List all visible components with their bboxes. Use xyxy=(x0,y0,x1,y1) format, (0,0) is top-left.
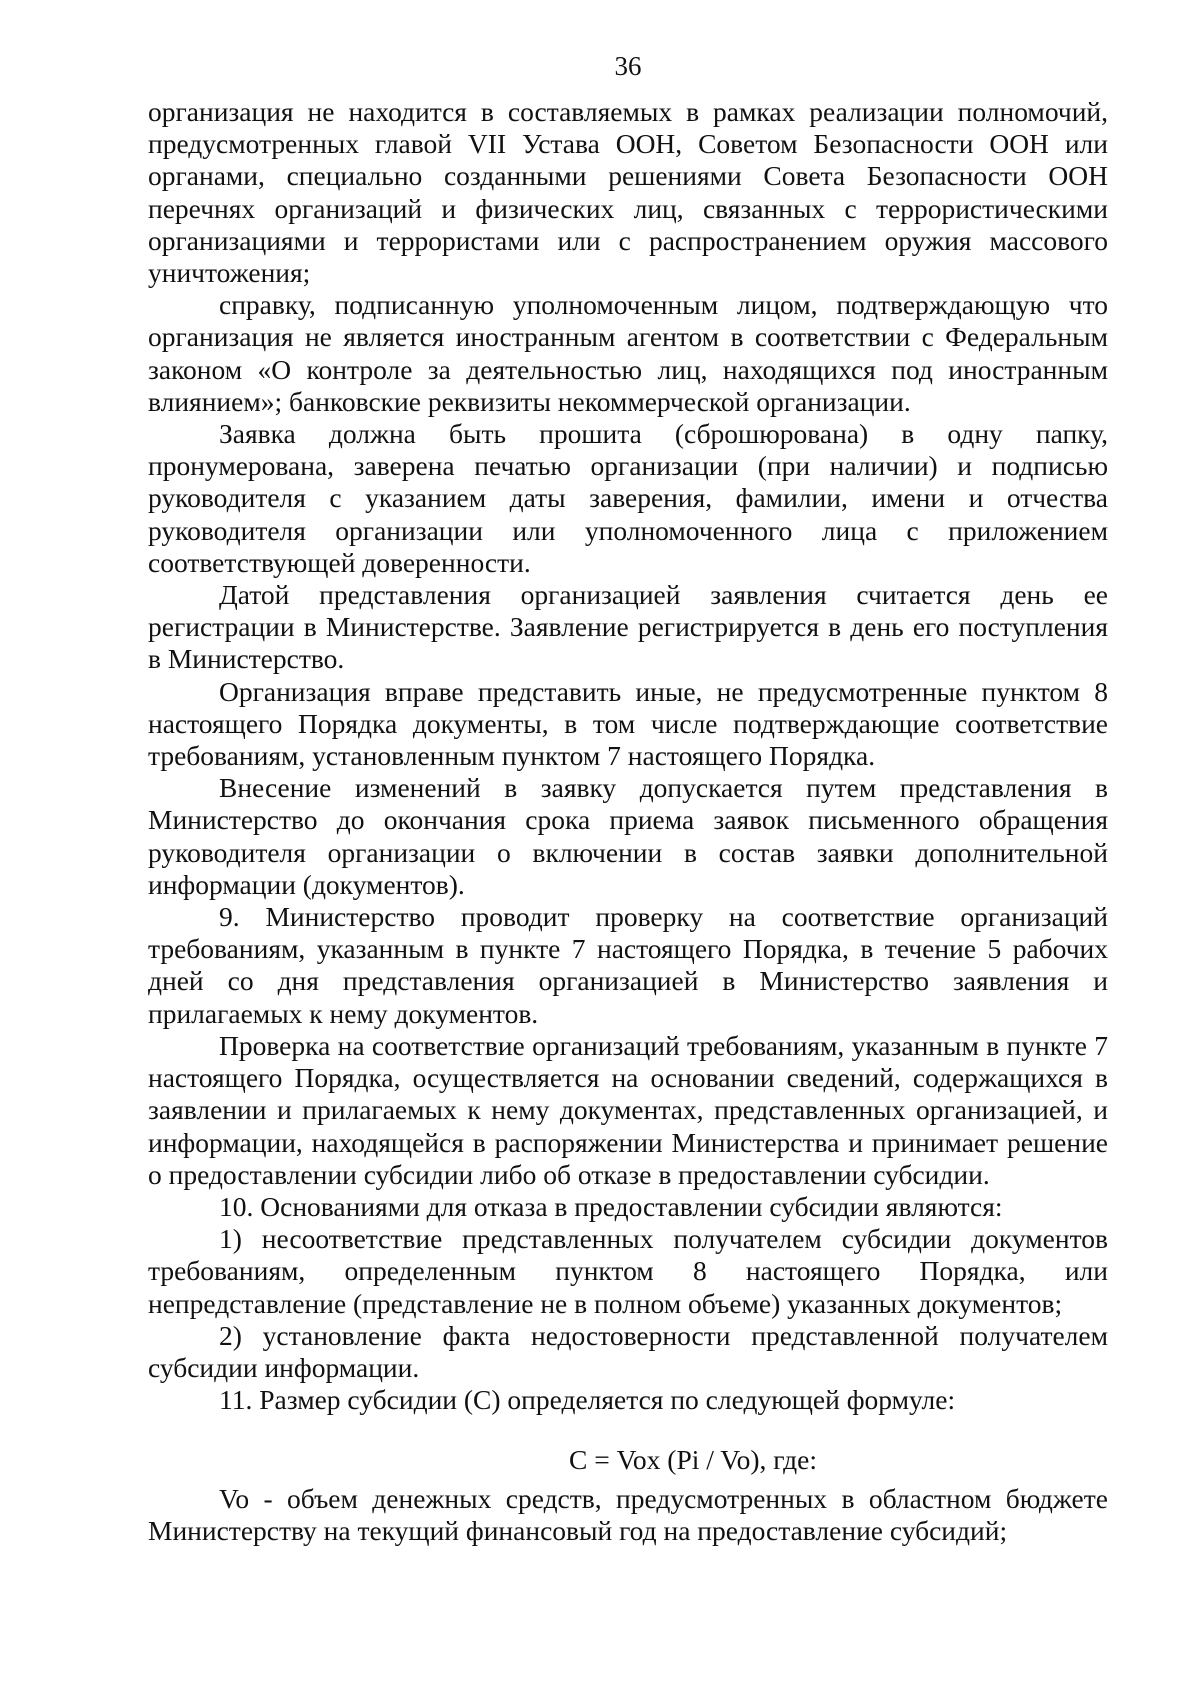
paragraph-refusal-ground-1: 1) несоответствие представленных получателем субсидии документов требованиям, определенным пунктом 8 настоящего Порядка, или непредставление (представление не в полном объеме) указанных документов; xyxy=(148,1223,1108,1319)
paragraph-refusal-ground-2: 2) установление факта недостоверности представленной получателем субсидии информации. xyxy=(148,1319,1108,1383)
paragraph-item-9-verification: 9. Министерство проводит проверку на соответствие организаций требованиям, указанным в пункте 7 настоящего Порядка, в течение 5 рабочих дней со дня представления организацией в Министерство заявления и прилагаемых к нему документов. xyxy=(148,901,1108,1029)
paragraph-vo-definition: Vo - объем денежных средств, предусмотренных в областном бюджете Министерству на текущий финансовый год на предоставление субсидий; xyxy=(148,1482,1108,1546)
paragraph-verification-basis: Проверка на соответствие организаций требованиям, указанным в пункте 7 настоящего Порядка, осуществляется на основании сведений, содержащихся в заявлении и прилагаемых к нему документах, представленных организацией, и информации, находящейся в распоряжении Министерства и принимает решение о предоставлении субсидии либо об отказе в предоставлении субсидии. xyxy=(148,1029,1108,1190)
paragraph-item-10-refusal-grounds: 10. Основаниями для отказа в предоставлении субсидии являются: xyxy=(219,1190,1003,1222)
paragraph-application-binding: Заявка должна быть прошита (сброшюрована) в одну папку, пронумерована, заверена печатью организации (при наличии) и подписью руководителя с указанием даты заверения, фамилии, имени и отчества руководителя организации или уполномоченного лица с приложением соответствующей доверенности. xyxy=(148,418,1108,578)
document-body xyxy=(148,96,1108,1547)
paragraph-sanctions-list: организация не находится в составляемых в рамках реализации полномочий, предусмотренных главой VII Устава ООН, Советом Безопасности ООН или органами, специально созданными решениями Совета Безопасности ООН перечнях организаций и физических лиц, связанных с террористическими организациями и террористами или с распространением оружия массового уничтожения; xyxy=(148,96,1108,289)
paragraph-additional-documents: Организация вправе представить иные, не предусмотренные пунктом 8 настоящего Порядка документы, в том числе подтверждающие соответствие требованиям, установленным пунктом 7 настоящего Порядка. xyxy=(148,675,1108,772)
paragraph-application-changes: Внесение изменений в заявку допускается путем представления в Министерство до окончания срока приема заявок письменного обращения руководителя организации о включении в состав заявки дополнительной информации (документов). xyxy=(148,772,1108,900)
paragraph-registration-date: Датой представления организацией заявления считается день ее регистрации в Министерстве. Заявление регистрируется в день его поступления в Министерство. xyxy=(148,579,1108,675)
paragraph-foreign-agent-certificate: справку, подписанную уполномоченным лицом, подтверждающую что организация не является иностранным агентом в соответствии с Федеральным законом «О контроле за деятельностью лиц, находящихся под иностранным влиянием»; банковские реквизиты некоммерческой организации. xyxy=(148,289,1108,417)
paragraph-item-11-subsidy-size: 11. Размер субсидии (С) определяется по следующей формуле: xyxy=(219,1384,956,1416)
page-number: 36 xyxy=(614,51,642,81)
document-page xyxy=(148,50,1108,1650)
subsidy-formula: С = Vox (Pi / Vo), где: xyxy=(569,1444,817,1476)
